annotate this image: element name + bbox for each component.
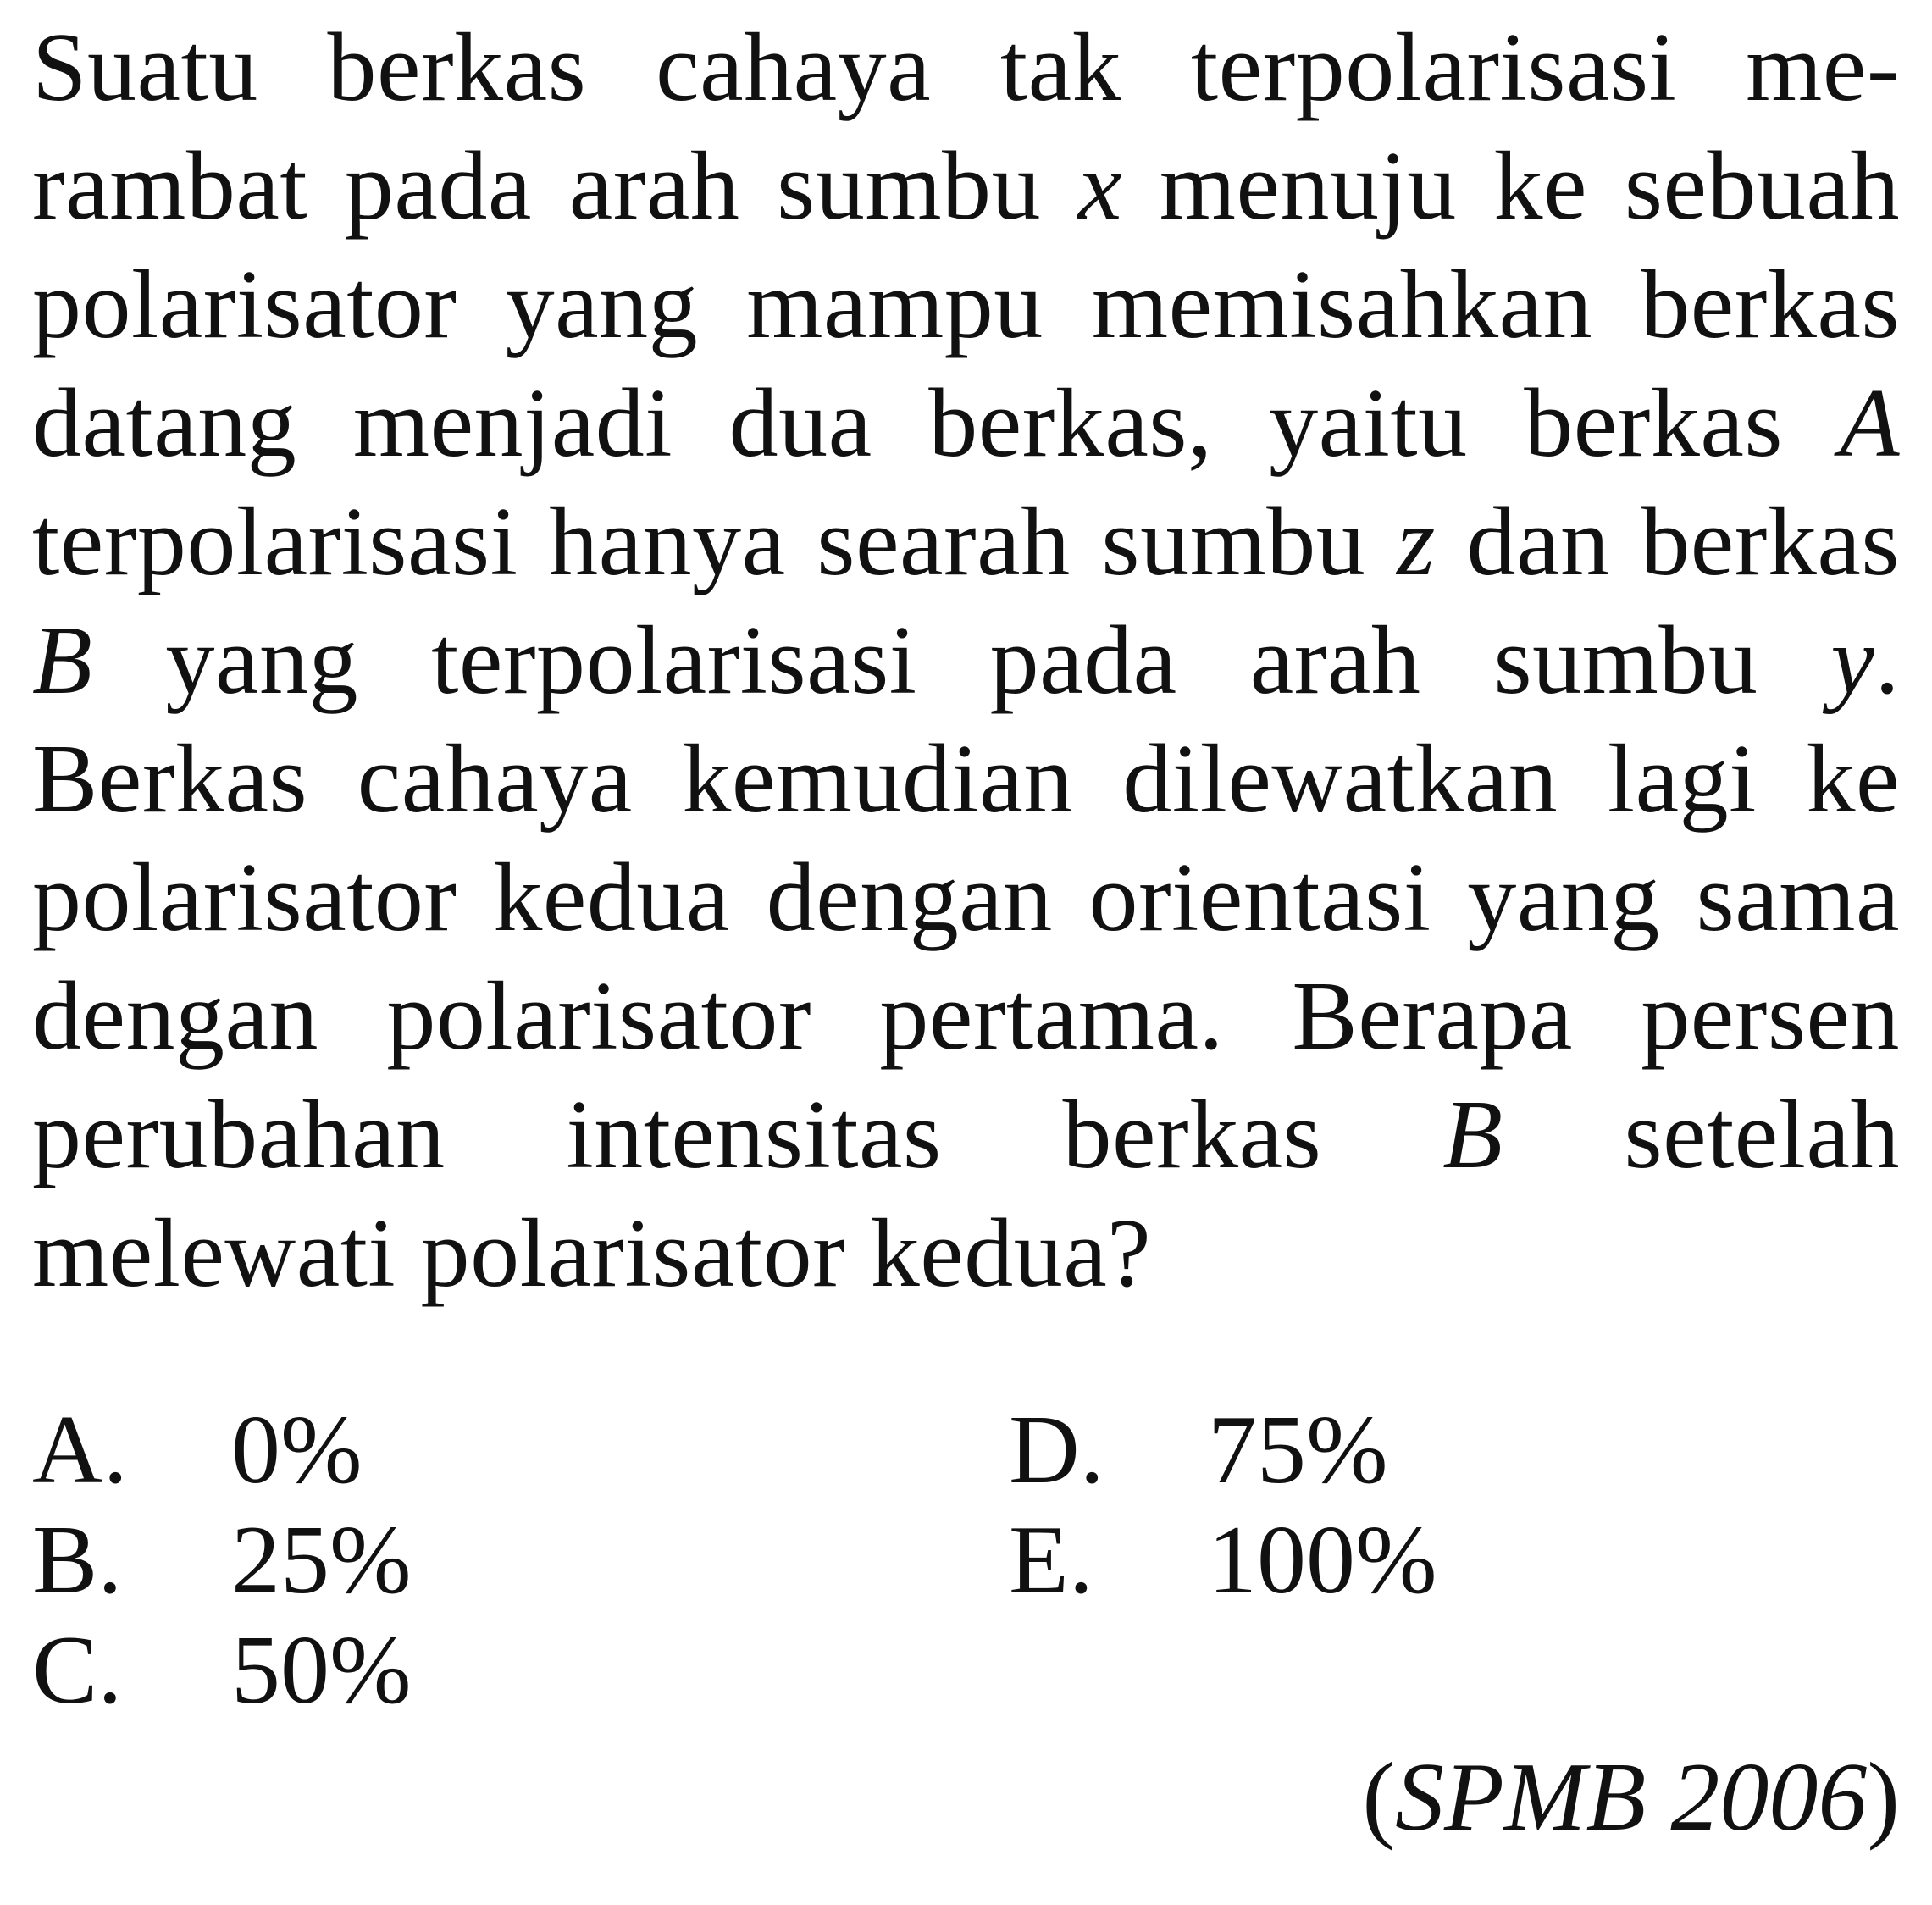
- variable-a: A: [1839, 369, 1900, 478]
- option-e[interactable]: [1009, 1508, 1437, 1614]
- source-open-paren: (: [1362, 1743, 1396, 1852]
- question-text-part: setelah melewati polarisator kedua?: [32, 1081, 1900, 1308]
- option-value: 25%: [231, 1506, 412, 1614]
- question-text: [32, 8, 1900, 1313]
- option-a[interactable]: [32, 1398, 363, 1504]
- option-letter: A.: [32, 1396, 128, 1504]
- question-text-part: menuju ke sebuah polarisator yang mampu memisahkan berkas datang menjadi dua berkas, yaitu berkas: [32, 132, 1900, 478]
- option-c[interactable]: [32, 1618, 412, 1724]
- option-value: 75%: [1208, 1396, 1388, 1504]
- question-text-part: . Berkas cahaya kemudian dilewatkan lagi ke polarisator kedua dengan orientasi yang sama dengan polarisator pertama. Berapa persen perubahan intensitas berkas: [32, 606, 1900, 1189]
- option-value: 100%: [1208, 1506, 1437, 1614]
- question-text-part: dan berkas: [1435, 488, 1901, 596]
- option-letter: C.: [32, 1616, 123, 1725]
- source-close-paren: ): [1867, 1743, 1900, 1852]
- option-letter: D.: [1009, 1396, 1104, 1504]
- variable-z: z: [1397, 488, 1436, 596]
- question-text-part: terpolarisasi hanya searah sumbu: [32, 488, 1398, 596]
- variable-x: x: [1077, 132, 1122, 241]
- option-value: 50%: [231, 1616, 412, 1725]
- variable-b: B: [1442, 1081, 1503, 1189]
- source-text: SPMB 2006: [1395, 1743, 1868, 1852]
- option-b[interactable]: [32, 1508, 412, 1614]
- source-citation: [1362, 1745, 1900, 1851]
- option-letter: E.: [1009, 1506, 1093, 1614]
- variable-y: y: [1830, 606, 1875, 715]
- question-text-part: Suatu berkas cahaya tak terpolarisasi me-rambat pada arah sumbu: [32, 14, 1900, 241]
- question-text-part: yang terpolarisasi pada arah sumbu: [92, 606, 1831, 715]
- option-letter: B.: [32, 1506, 123, 1614]
- option-d[interactable]: [1009, 1398, 1388, 1504]
- variable-b: B: [32, 606, 93, 715]
- option-value: 0%: [231, 1396, 363, 1504]
